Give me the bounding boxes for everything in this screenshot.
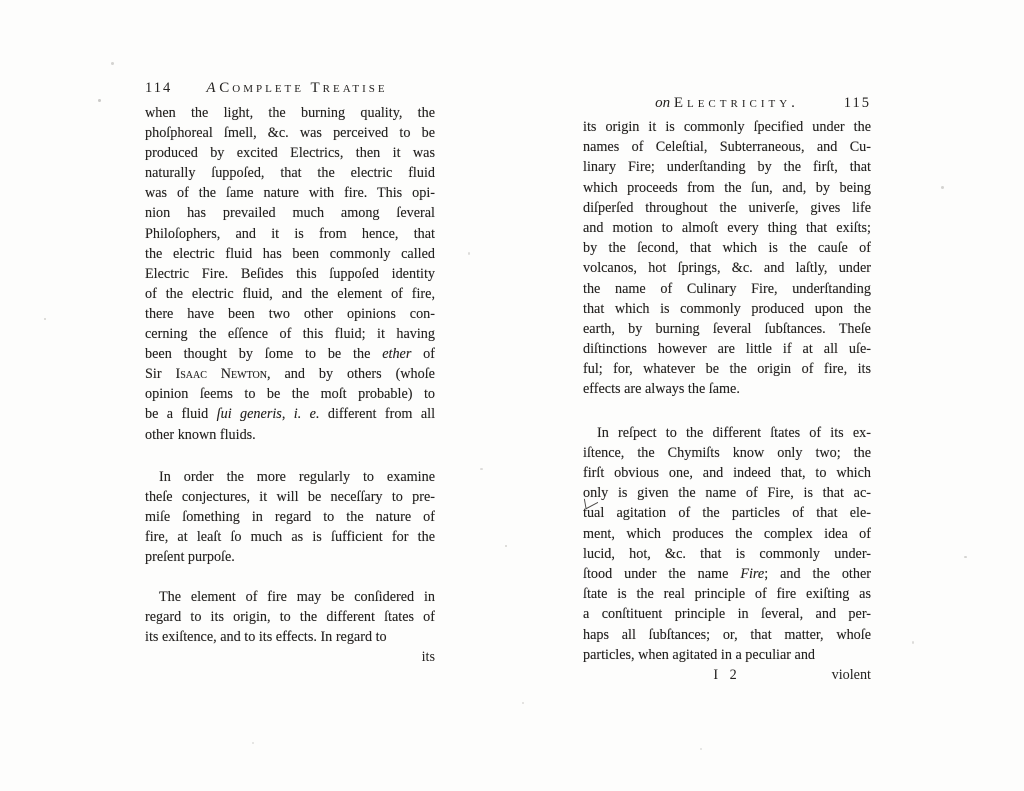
scan-speckle [468, 252, 470, 255]
text-line: Electric Fire. Beſides this ſuppoſed identity [145, 265, 435, 282]
scan-speckle [111, 62, 114, 65]
text-line: of the electric fluid, and the element of fire, [145, 285, 435, 302]
text-line: fire, at leaſt ſo much as is ſufficient for the [145, 528, 435, 545]
paragraph [583, 117, 871, 400]
text-line: lucid, hot, &c. that is commonly under- [583, 545, 871, 562]
text-line: ſtood under the name Fire; and the other [583, 565, 871, 582]
text-line: ment, which produces the complex idea of [583, 525, 871, 542]
text-line: effects are always the ſame. [583, 381, 740, 398]
left-page [145, 78, 435, 667]
text-line: ful; for, whatever be the origin of fire, its [583, 361, 871, 378]
text-line: by the ſecond, that which is the cauſe of [583, 240, 871, 257]
right-running-title: on Electricity. [655, 95, 799, 111]
text-line: The element of fire may be conſidered in [159, 589, 435, 606]
text-line: diſperſed throughout the univerſe, gives life [583, 199, 871, 216]
text-line: regard to its origin, to the different ſtates of [145, 609, 435, 626]
right-running-header [583, 93, 871, 113]
left-catchword-row [145, 647, 435, 667]
right-page-body [583, 117, 871, 665]
scan-speckle [505, 545, 507, 547]
text-line: earth, by burning ſeveral ſubſtances. Theſe [583, 320, 871, 337]
text-line: phoſphoreal ſmell, &c. was perceived to be [145, 125, 435, 142]
right-page-footer [583, 665, 871, 685]
text-line: its exiſtence, and to its effects. In regard to [145, 629, 387, 646]
text-line: naturally ſuppoſed, that the electric fluid [145, 165, 435, 182]
scan-speckle [98, 99, 101, 102]
text-line: opinion ſeems to be the moſt probable) to [145, 386, 435, 403]
scan-speckle [522, 702, 524, 704]
paragraph [145, 467, 435, 567]
left-page-body [145, 103, 435, 647]
right-page [583, 93, 871, 685]
text-line: tual agitation of the particles of that ele- [583, 505, 871, 522]
scan-speckle [252, 742, 254, 744]
text-line: ſtate is the real principle of fire exiſting as [583, 586, 871, 603]
text-line: linary Fire; underſtanding by the firſt, that [583, 159, 871, 176]
text-line: when the light, the burning quality, the [145, 105, 435, 121]
text-line: the electric fluid has been commonly called [145, 245, 435, 262]
text-line: haps all ſubſtances; or, that matter, whoſe [583, 626, 871, 643]
text-line: iſtence, the Chymiſts know only two; the [583, 444, 871, 461]
scan-speckle [700, 748, 702, 750]
left-running-header [145, 78, 435, 98]
text-line: which proceeds from the ſun, and, by being [583, 179, 871, 196]
text-line: only is given the name of Fire, is that ac- [583, 485, 871, 502]
left-page-number: 114 [145, 80, 173, 96]
text-line: preſent purpoſe. [145, 548, 235, 565]
text-line: be a fluid ſui generis, i. e. different from all [145, 406, 435, 423]
text-line: was of the ſame nature with fire. This opi- [145, 185, 435, 202]
scan-speckle [941, 186, 944, 189]
text-line: produced by excited Electrics, then it was [145, 145, 435, 162]
text-line: that which is commonly produced upon the [583, 300, 871, 317]
paragraph [145, 103, 435, 445]
right-catchword: violent [831, 666, 871, 683]
right-page-number: 115 [843, 95, 871, 111]
scan-speckle [912, 641, 914, 644]
text-line: miſe ſomething in regard to the nature of [145, 508, 435, 525]
text-line: volcanos, hot ſprings, &c. and laſtly, under [583, 260, 871, 277]
text-line: cerning the eſſence of this fluid; it having [145, 326, 435, 343]
text-line: Philoſophers, and it is from hence, that [145, 225, 435, 242]
paragraph [145, 587, 435, 647]
left-running-title: A Complete Treatise [206, 80, 388, 96]
text-line: firſt obvious one, and indeed that, to which [583, 465, 871, 481]
text-line: Sir Isaac Newton, and by others (whoſe [145, 366, 435, 383]
text-line: In reſpect to the different ſtates of its ex- [597, 424, 871, 441]
text-line: theſe conjectures, it will be neceſſary to pre- [145, 488, 435, 505]
text-line: been thought by ſome to be the ether of [145, 346, 435, 363]
signature-mark: I 2 [713, 666, 741, 683]
paragraph [583, 423, 871, 665]
left-catchword: its [421, 649, 435, 666]
text-line: diſtinctions however are little if at all uſe- [583, 341, 871, 358]
text-line: a conſtituent principle in ſeveral, and per- [583, 606, 871, 623]
text-line: names of Celeſtial, Subterraneous, and Cu- [583, 139, 871, 156]
text-line: and motion to almoſt every thing that exiſts; [583, 219, 871, 236]
text-line: there have been two other opinions con- [145, 305, 435, 322]
text-line: its origin it is commonly ſpecified under the [583, 119, 871, 135]
text-line: other known fluids. [145, 426, 256, 443]
scan-speckle [44, 318, 46, 320]
text-line: nion has prevailed much among ſeveral [145, 205, 435, 222]
text-line: particles, when agitated in a peculiar and [583, 646, 816, 663]
text-line: the name of Culinary Fire, underſtanding [583, 280, 871, 297]
text-line: In order the more regularly to examine [159, 468, 435, 485]
scan-speckle [964, 556, 967, 558]
scan-speckle [480, 468, 483, 470]
